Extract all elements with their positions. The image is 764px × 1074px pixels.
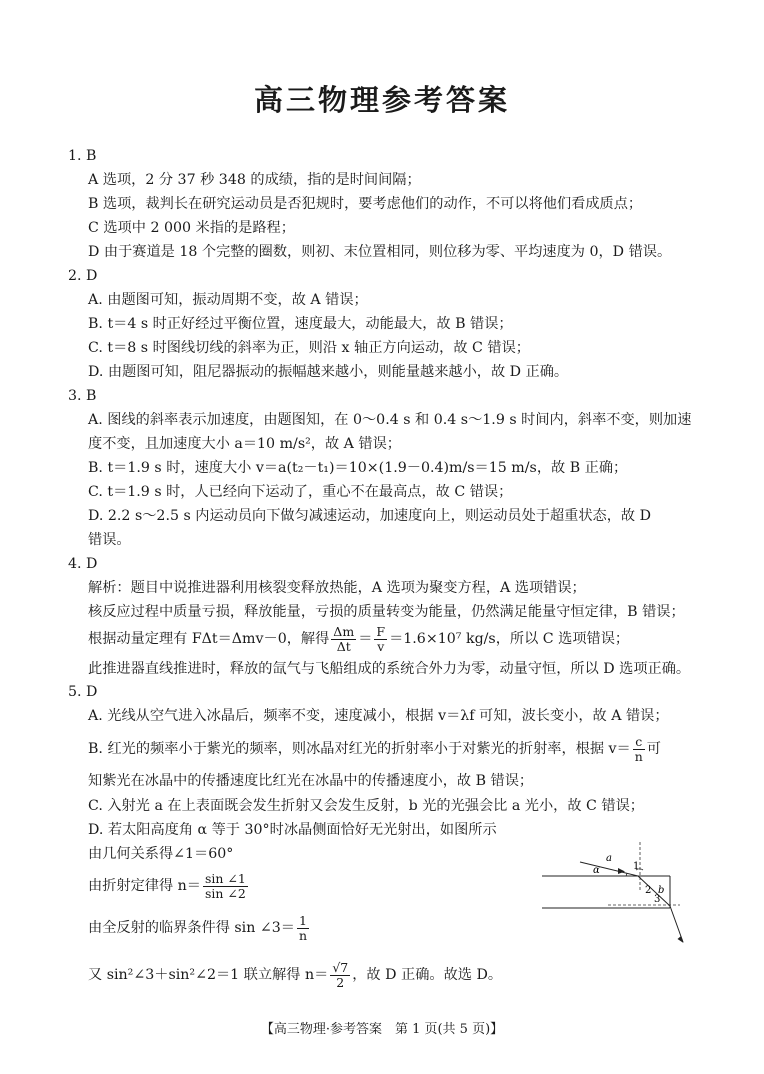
q4-line3-result: ＝1.6×10⁷ kg/s，所以 C 选项错误； — [389, 631, 630, 647]
fraction-numerator: F — [376, 623, 386, 639]
q2-heading: 2. D — [68, 268, 98, 284]
q5-option-b-line1 — [88, 733, 661, 765]
q2-option-b: B. t＝4 s 时正好经过平衡位置，速度最大，动能最大，故 B 错误； — [88, 316, 513, 332]
q5-heading: 5. D — [68, 684, 98, 700]
fraction-sqrt7-2 — [330, 961, 350, 990]
fraction-1-n — [297, 914, 309, 943]
fraction-numerator: 1 — [297, 914, 309, 929]
q2-option-c: C. t＝8 s 时图线切线的斜率为正，则沿 x 轴正方向运动，故 C 错误； — [88, 340, 530, 356]
fraction-c-n — [633, 735, 645, 764]
fraction-denominator: 2 — [336, 974, 345, 990]
q5-option-a: A. 光线从空气进入冰晶后，频率不变，速度减小，根据 v＝λf 可知，波长变小，故 A 错误； — [88, 708, 669, 724]
q5-refraction-law — [88, 869, 250, 903]
label-angle-3: 3 — [654, 894, 661, 905]
q5-option-b-line2: 知紫光在冰晶中的传播速度比红光在冰晶中的传播速度小，故 B 错误； — [88, 773, 534, 789]
q2-option-d: D. 由题图可知，阻尼器振动的振幅越来越小，则能量越来越小，故 D 正确。 — [88, 364, 569, 380]
label-b: b — [658, 885, 665, 896]
q5-critical-angle — [88, 911, 311, 945]
q4-line3-text: 根据动量定理有 FΔt＝Δmv－0，解得 — [88, 631, 330, 647]
label-angle-1: 1 — [633, 861, 640, 872]
fraction-denominator: sin ∠2 — [204, 885, 246, 901]
q5-refraction-text: 由折射定律得 n＝ — [88, 878, 201, 894]
q3-option-c: C. t＝1.9 s 时，人已经向下运动了，重心不在最高点，故 C 错误； — [88, 484, 513, 500]
label-a: a — [606, 853, 612, 864]
q5-conclusion-text: 又 sin²∠3＋sin²∠2＝1 联立解得 n＝ — [88, 967, 329, 983]
page-footer: 【高三物理·参考答案 第 1 页(共 5 页)】 — [260, 1022, 504, 1037]
ice-crystal-diagram — [538, 838, 688, 950]
q5-option-b-suffix: 可 — [646, 741, 661, 757]
label-angle-2: 2 — [645, 885, 652, 896]
q4-heading: 4. D — [68, 556, 98, 572]
q5-geometry-line: 由几何关系得∠1＝60° — [88, 846, 234, 862]
fraction-denominator: v — [377, 638, 385, 654]
page-title: 高三物理参考答案 — [253, 83, 510, 117]
q5-conclusion-suffix: ，故 D 正确。故选 D。 — [352, 967, 503, 983]
fraction-dm-dt — [331, 625, 356, 654]
label-alpha: α — [593, 865, 600, 876]
q1-option-c: C 选项中 2 000 米指的是路程； — [88, 220, 295, 236]
q3-option-b: B. t＝1.9 s 时，速度大小 v＝a(t₂－t₁)＝10×(1.9－0.4)m/s＝15 m/s，故 B 正确； — [88, 460, 628, 476]
fraction-numerator: sin ∠1 — [204, 870, 246, 886]
incident-ray-a — [580, 862, 638, 876]
q2-option-a: A. 由题图可知，振动周期不变，故 A 错误； — [88, 292, 368, 308]
fraction-sin1-sin2 — [203, 872, 248, 901]
fraction-numerator: √7 — [332, 959, 349, 975]
fraction-denominator: n — [298, 927, 308, 943]
q5-option-d: D. 若太阳高度角 α 等于 30°时冰晶侧面恰好无光射出，如图所示 — [88, 822, 497, 838]
q4-line4: 此推进器直线推进时，释放的氙气与飞船组成的系统合外力为零，动量守恒，所以 D 选项正确。 — [88, 661, 691, 677]
fraction-numerator: Δm — [333, 623, 355, 639]
q3-option-d-line2: 错误。 — [88, 532, 131, 548]
q5-critical-text: 由全反射的临界条件得 sin ∠3＝ — [88, 920, 295, 936]
q1-heading: 1. B — [68, 148, 97, 164]
q1-option-a: A 选项，2 分 37 秒 348 的成绩，指的是时间间隔； — [88, 172, 421, 188]
q3-heading: 3. B — [68, 388, 97, 404]
q4-line1: 解析：题目中说推进器利用核裂变释放热能，A 选项为聚变方程，A 选项错误； — [88, 580, 586, 596]
q1-option-b: B 选项，裁判长在研究运动员是否犯规时，要考虑他们的动作，不可以将他们看成质点； — [88, 196, 643, 212]
q3-option-a-line1: A. 图线的斜率表示加速度，由题图知，在 0～0.4 s 和 0.4 s～1.9 s 时间内，斜率不变，则加速 — [88, 412, 692, 428]
fraction-numerator: c — [633, 735, 645, 750]
q3-option-a-line2: 度不变，且加速度大小 a＝10 m/s²，故 A 错误； — [88, 436, 401, 452]
q3-option-d-line1: D. 2.2 s～2.5 s 内运动员向下做匀减速运动，加速度向上，则运动员处于超重状态，故 D — [88, 508, 651, 524]
fraction-denominator: Δt — [336, 638, 351, 654]
equals-sign: ＝ — [358, 631, 373, 647]
q5-option-c: C. 入射光 a 在上表面既会发生折射又会发生反射，b 光的光强会比 a 光小，故 C 错误； — [88, 798, 644, 814]
q1-option-d: D 由于赛道是 18 个完整的圈数，则初、末位置相同，则位移为零、平均速度为 0，D 错误。 — [88, 244, 672, 260]
q4-line2: 核反应过程中质量亏损，释放能量，亏损的质量转变为能量，仍然满足能量守恒定律，B 错误； — [88, 604, 685, 620]
fraction-f-v — [374, 625, 387, 654]
q4-line3 — [88, 623, 629, 655]
fraction-denominator: n — [634, 748, 643, 764]
q5-conclusion — [88, 958, 502, 992]
q5-option-b-text: B. 红光的频率小于紫光的频率，则冰晶对红光的折射率小于对紫光的折射率，根据 v＝ — [88, 741, 631, 757]
